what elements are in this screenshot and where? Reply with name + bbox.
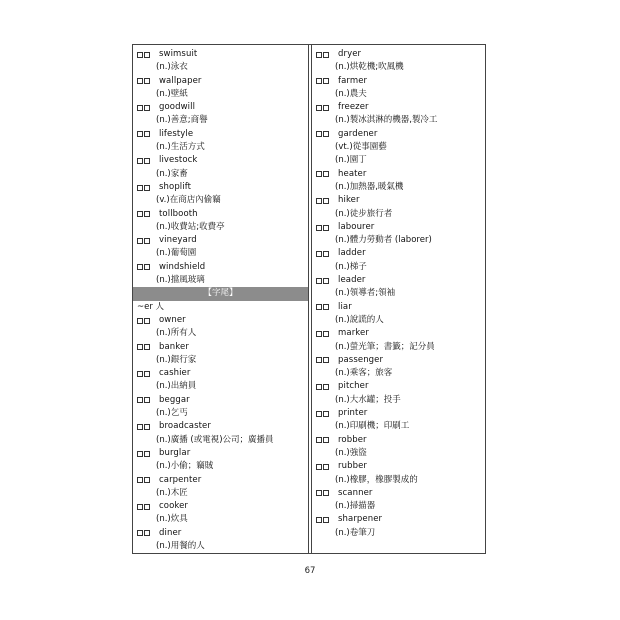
vocab-entry (312, 460, 485, 473)
vocab-entry (133, 314, 308, 327)
vocab-definition: (n.)園丁 (335, 155, 367, 166)
left-column (133, 45, 309, 553)
vocab-entry (312, 274, 485, 287)
vocab-definition: (n.)家畜 (156, 168, 188, 179)
review-checkbox[interactable] (323, 171, 329, 177)
vocab-word: farmer (338, 75, 368, 86)
vocab-entry (133, 261, 308, 274)
review-checkbox[interactable] (323, 437, 329, 443)
review-checkbox[interactable] (137, 477, 143, 483)
vocab-entry (133, 48, 308, 61)
review-checkbox[interactable] (316, 437, 322, 443)
vocab-entry (312, 327, 485, 340)
vocab-entry (312, 247, 485, 260)
review-checkbox[interactable] (144, 530, 150, 536)
section-banner: 【字尾】 (133, 287, 308, 300)
vocab-entry (312, 101, 485, 114)
review-checkbox[interactable] (137, 318, 143, 324)
vocab-entry (312, 168, 485, 181)
vocab-entry (133, 500, 308, 513)
vocab-word: livestock (159, 155, 198, 166)
vocab-word: pitcher (338, 381, 369, 392)
vocab-word: robber (338, 434, 367, 445)
review-checkbox[interactable] (323, 52, 329, 58)
vocab-entry (312, 380, 485, 393)
vocab-definition: (n.)擋風玻璃 (156, 275, 205, 286)
vocab-word: marker (338, 328, 369, 339)
review-checkbox[interactable] (316, 304, 322, 310)
vocab-entry (133, 181, 308, 194)
vocab-definition: (n.)強盜 (335, 447, 367, 458)
vocab-entry (133, 234, 308, 247)
vocab-word: shoplift (159, 181, 192, 192)
page-number: 67 (304, 566, 316, 576)
review-checkbox[interactable] (137, 371, 143, 377)
review-checkbox[interactable] (144, 344, 150, 350)
review-checkbox[interactable] (144, 105, 150, 111)
vocab-word: passenger (338, 354, 384, 365)
review-checkbox[interactable] (316, 464, 322, 470)
review-checkbox[interactable] (316, 278, 322, 284)
vocab-word: carpenter (159, 474, 202, 485)
vocab-word: lifestyle (159, 128, 194, 139)
review-checkbox[interactable] (144, 78, 150, 84)
vocab-word: sharpener (338, 514, 383, 525)
vocab-word: dryer (338, 49, 362, 59)
vocab-entry (133, 208, 308, 221)
review-checkbox[interactable] (144, 477, 150, 483)
review-checkbox[interactable] (316, 78, 322, 84)
review-checkbox[interactable] (144, 504, 150, 510)
vocab-definition: (n.)加熱器,暖氣機 (335, 181, 404, 192)
vocab-entry (312, 75, 485, 88)
review-checkbox[interactable] (144, 397, 150, 403)
vocab-word: liar (338, 301, 352, 312)
vocab-definition: (n.)出納員 (156, 381, 197, 392)
vocab-word: leader (338, 275, 366, 286)
vocab-word: goodwill (159, 102, 196, 113)
suffix-heading: ~er 人 (137, 301, 165, 312)
vocab-entry (312, 194, 485, 207)
vocab-word: burglar (159, 447, 191, 458)
review-checkbox[interactable] (323, 384, 329, 390)
vocab-definition: (n.)梯子 (335, 261, 367, 272)
right-column (311, 45, 485, 553)
vocab-entry (312, 301, 485, 314)
review-checkbox[interactable] (144, 264, 150, 270)
review-checkbox[interactable] (323, 331, 329, 337)
review-checkbox[interactable] (137, 52, 143, 58)
review-checkbox[interactable] (137, 105, 143, 111)
review-checkbox[interactable] (316, 384, 322, 390)
review-checkbox[interactable] (323, 517, 329, 523)
vocab-word: banker (159, 341, 189, 352)
vocab-entry (133, 447, 308, 460)
vocab-definition: (n.)製冰淇淋的機器,製冷工 (335, 115, 438, 126)
review-checkbox[interactable] (144, 424, 150, 430)
vocab-definition: (n.)說謊的人 (335, 314, 384, 325)
vocabulary-table (132, 44, 486, 554)
review-checkbox[interactable] (316, 411, 322, 417)
review-checkbox[interactable] (144, 185, 150, 191)
review-checkbox[interactable] (316, 490, 322, 496)
vocab-word: swimsuit (159, 49, 198, 59)
review-checkbox[interactable] (323, 251, 329, 257)
vocab-definition: (n.)領導者;領袖 (335, 288, 396, 299)
vocab-word: vineyard (159, 235, 197, 246)
review-checkbox[interactable] (144, 371, 150, 377)
vocab-word: owner (159, 314, 186, 325)
vocab-entry (133, 75, 308, 88)
review-checkbox[interactable] (323, 464, 329, 470)
review-checkbox[interactable] (323, 411, 329, 417)
review-checkbox[interactable] (137, 78, 143, 84)
vocab-definition: (n.)壁紙 (156, 88, 188, 99)
review-checkbox[interactable] (137, 344, 143, 350)
review-checkbox[interactable] (137, 158, 143, 164)
review-checkbox[interactable] (137, 504, 143, 510)
vocab-word: cooker (159, 501, 189, 512)
vocab-entry (312, 354, 485, 367)
review-checkbox[interactable] (316, 331, 322, 337)
vocab-definition: (n.)善意;商譽 (156, 115, 208, 126)
vocab-word: diner (159, 527, 182, 538)
vocab-word: hiker (338, 195, 360, 206)
vocab-entry (312, 48, 485, 61)
review-checkbox[interactable] (316, 131, 322, 137)
vocab-definition: (n.)泳衣 (156, 62, 188, 73)
review-checkbox[interactable] (144, 238, 150, 244)
vocab-definition: (n.)乘客；旅客 (335, 368, 393, 379)
vocab-entry (312, 407, 485, 420)
vocab-definition: (n.)木匠 (156, 487, 188, 498)
vocab-word: labourer (338, 221, 375, 232)
review-checkbox[interactable] (316, 357, 322, 363)
vocab-entry (133, 420, 308, 433)
vocab-entry (133, 101, 308, 114)
vocab-word: beggar (159, 394, 190, 405)
review-checkbox[interactable] (144, 131, 150, 137)
vocab-definition: (n.)所有人 (156, 328, 197, 339)
vocab-entry (133, 527, 308, 540)
review-checkbox[interactable] (323, 304, 329, 310)
review-checkbox[interactable] (137, 530, 143, 536)
review-checkbox[interactable] (323, 78, 329, 84)
review-checkbox[interactable] (323, 278, 329, 284)
vocab-definition: (vt.)從事園藝 (335, 142, 387, 153)
vocab-definition: (n.)大水罐；投手 (335, 394, 401, 405)
review-checkbox[interactable] (323, 131, 329, 137)
vocab-definition: (n.)螢光筆；書籤；記分員 (335, 341, 435, 352)
review-checkbox[interactable] (137, 264, 143, 270)
vocab-entry (312, 434, 485, 447)
vocab-entry (312, 513, 485, 526)
review-checkbox[interactable] (316, 171, 322, 177)
vocab-word: rubber (338, 461, 367, 472)
vocab-word: gardener (338, 128, 378, 139)
review-checkbox[interactable] (144, 158, 150, 164)
vocab-entry (312, 221, 485, 234)
review-checkbox[interactable] (323, 357, 329, 363)
vocab-word: cashier (159, 368, 191, 379)
vocab-definition: (n.)小偷；竊賊 (156, 461, 214, 472)
vocab-entry (133, 341, 308, 354)
vocab-entry (133, 154, 308, 167)
vocab-definition: (n.)徒步旅行者 (335, 208, 393, 219)
vocab-definition: (n.)卷筆刀 (335, 527, 376, 538)
vocab-word: printer (338, 408, 368, 419)
review-checkbox[interactable] (137, 211, 143, 217)
review-checkbox[interactable] (137, 397, 143, 403)
vocab-definition: (n.)收費站;收費亭 (156, 221, 225, 232)
vocab-entry (133, 474, 308, 487)
vocab-word: ladder (338, 248, 366, 259)
vocab-definition: (n.)乞丐 (156, 408, 188, 419)
review-checkbox[interactable] (316, 52, 322, 58)
vocab-definition: (n.)用餐的人 (156, 540, 205, 551)
vocab-entry (133, 367, 308, 380)
vocab-entry (133, 128, 308, 141)
review-checkbox[interactable] (144, 451, 150, 457)
vocab-definition: (n.)廣播 (或電視)公司；廣播員 (156, 434, 274, 445)
vocab-word: windshield (159, 261, 206, 272)
review-checkbox[interactable] (137, 451, 143, 457)
vocab-definition: (v.)在商店內偷竊 (156, 195, 221, 206)
review-checkbox[interactable] (316, 225, 322, 231)
vocab-definition: (n.)葡萄園 (156, 248, 197, 259)
review-checkbox[interactable] (144, 211, 150, 217)
vocab-entry (312, 487, 485, 500)
review-checkbox[interactable] (323, 225, 329, 231)
vocab-word: wallpaper (159, 75, 202, 86)
review-checkbox[interactable] (316, 198, 322, 204)
review-checkbox[interactable] (316, 105, 322, 111)
vocab-definition: (n.)體力勞動者 (laborer) (335, 235, 432, 246)
vocab-definition: (n.)生活方式 (156, 142, 205, 153)
review-checkbox[interactable] (323, 105, 329, 111)
vocab-word: heater (338, 168, 367, 179)
review-checkbox[interactable] (323, 490, 329, 496)
vocab-definition: (n.)銀行家 (156, 354, 197, 365)
vocab-entry (312, 128, 485, 141)
review-checkbox[interactable] (144, 52, 150, 58)
vocab-entry (133, 394, 308, 407)
vocab-word: freezer (338, 102, 369, 113)
review-checkbox[interactable] (137, 131, 143, 137)
vocab-definition: (n.)炊具 (156, 514, 188, 525)
vocab-definition: (n.)橡膠，橡膠製成的 (335, 474, 418, 485)
vocab-definition: (n.)農夫 (335, 88, 367, 99)
review-checkbox[interactable] (316, 251, 322, 257)
review-checkbox[interactable] (323, 198, 329, 204)
review-checkbox[interactable] (144, 318, 150, 324)
vocab-word: scanner (338, 487, 373, 498)
vocab-definition: (n.)印刷機；印刷工 (335, 421, 410, 432)
review-checkbox[interactable] (137, 424, 143, 430)
review-checkbox[interactable] (137, 185, 143, 191)
review-checkbox[interactable] (316, 517, 322, 523)
vocab-definition: (n.)掃描器 (335, 501, 376, 512)
review-checkbox[interactable] (137, 238, 143, 244)
vocab-word: broadcaster (159, 421, 211, 432)
vocab-word: tollbooth (159, 208, 198, 219)
vocab-definition: (n.)烘乾機;吹風機 (335, 62, 404, 73)
